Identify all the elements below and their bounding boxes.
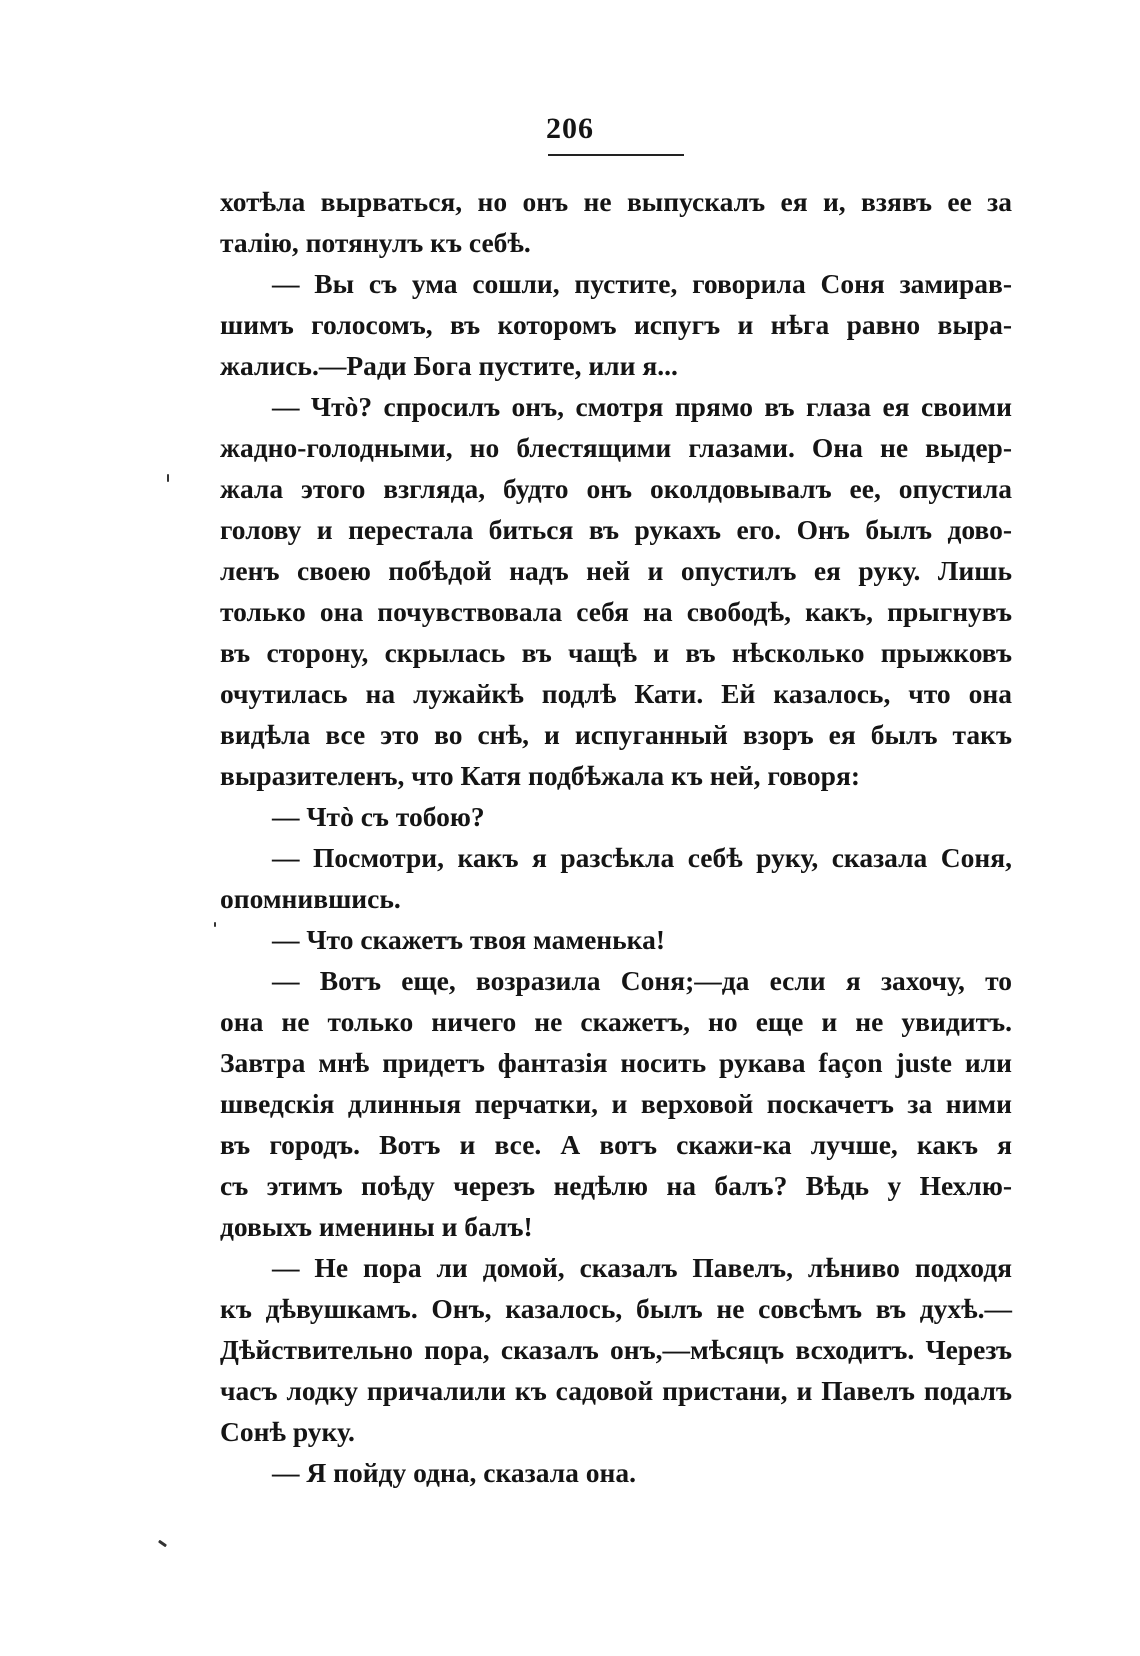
text-line: — Я пойду одна, сказала она. [272,1457,636,1488]
text-line: жадно-голодными, но блестящими глазами. Она не выдер- [220,432,1012,463]
text-line: — Не пора ли домой, сказалъ Павелъ, лѣниво подходя [272,1252,1012,1283]
text-line: очутилась на лужайкѣ подлѣ Кати. Ей казалось, что она [220,678,1012,709]
text-line: съ этимъ поѣду черезъ недѣлю на балъ? Вѣдь у Нехлю- [220,1170,1012,1201]
text-line: талію, потянулъ къ себѣ. [220,227,531,258]
page-number-rule [548,154,684,156]
text-line: опомнившись. [220,883,401,914]
page-body-text [220,181,1012,1493]
text-line: — Вы съ ума сошли, пустите, говорила Соня замирав- [272,268,1012,299]
text-line: — Вотъ еще, возразила Соня;—да если я захочу, то [272,965,1012,996]
text-line: выразителенъ, что Катя подбѣжала къ ней, говоря: [220,760,860,791]
ink-speck [167,474,169,482]
text-line: въ городъ. Вотъ и все. А вотъ скажи-ка лучше, какъ я [220,1129,1012,1160]
text-line: только она почувствовала себя на свободѣ, какъ, прыгнувъ [220,596,1012,627]
text-line: Завтра мнѣ придетъ фантазія носить рукава façon juste или [220,1047,1012,1078]
text-line: къ дѣвушкамъ. Онъ, казалось, былъ не совсѣмъ въ духѣ.— [220,1293,1012,1324]
text-line: — Чтò? спросилъ онъ, смотря прямо въ глаза ея своими [272,391,1012,422]
text-line: она не только ничего не скажетъ, но еще и не увидитъ. [220,1006,1012,1037]
ink-speck [214,922,216,927]
text-line: шведскія длинныя перчатки, и верховой поскачетъ за ними [220,1088,1012,1119]
text-line: — Чтò съ тобою? [272,801,485,832]
text-line: Сонѣ руку. [220,1416,355,1447]
text-line: — Что скажетъ твоя маменька! [272,924,666,955]
text-line: довыхъ именины и балъ! [220,1211,533,1242]
text-line: видѣла все это во снѣ, и испуганный взоръ ея былъ такъ [220,719,1012,750]
text-line: шимъ голосомъ, въ которомъ испугъ и нѣга равно выра- [220,309,1012,340]
text-line: въ сторону, скрылась въ чащѣ и въ нѣсколько прыжковъ [220,637,1012,668]
text-line: ленъ своею побѣдой надъ ней и опустилъ ея руку. Лишь [220,555,1012,586]
text-line: жались.—Ради Бога пустите, или я... [220,350,678,381]
text-line: Дѣйствительно пора, сказалъ онъ,—мѣсяцъ всходитъ. Черезъ [220,1334,1012,1365]
text-line: хотѣла вырваться, но онъ не выпускалъ ея и, взявъ ее за [220,186,1012,217]
text-line: жала этого взгляда, будто онъ околдовывалъ ее, опустила [220,473,1012,504]
ink-speck [158,1540,167,1548]
page-number: 206 [546,112,594,145]
text-line: — Посмотри, какъ я разсѣкла себѣ руку, сказала Соня, [272,842,1012,873]
text-line: голову и перестала биться въ рукахъ его. Онъ былъ дово- [220,514,1012,545]
text-line: часъ лодку причалили къ садовой пристани, и Павелъ подалъ [220,1375,1012,1406]
